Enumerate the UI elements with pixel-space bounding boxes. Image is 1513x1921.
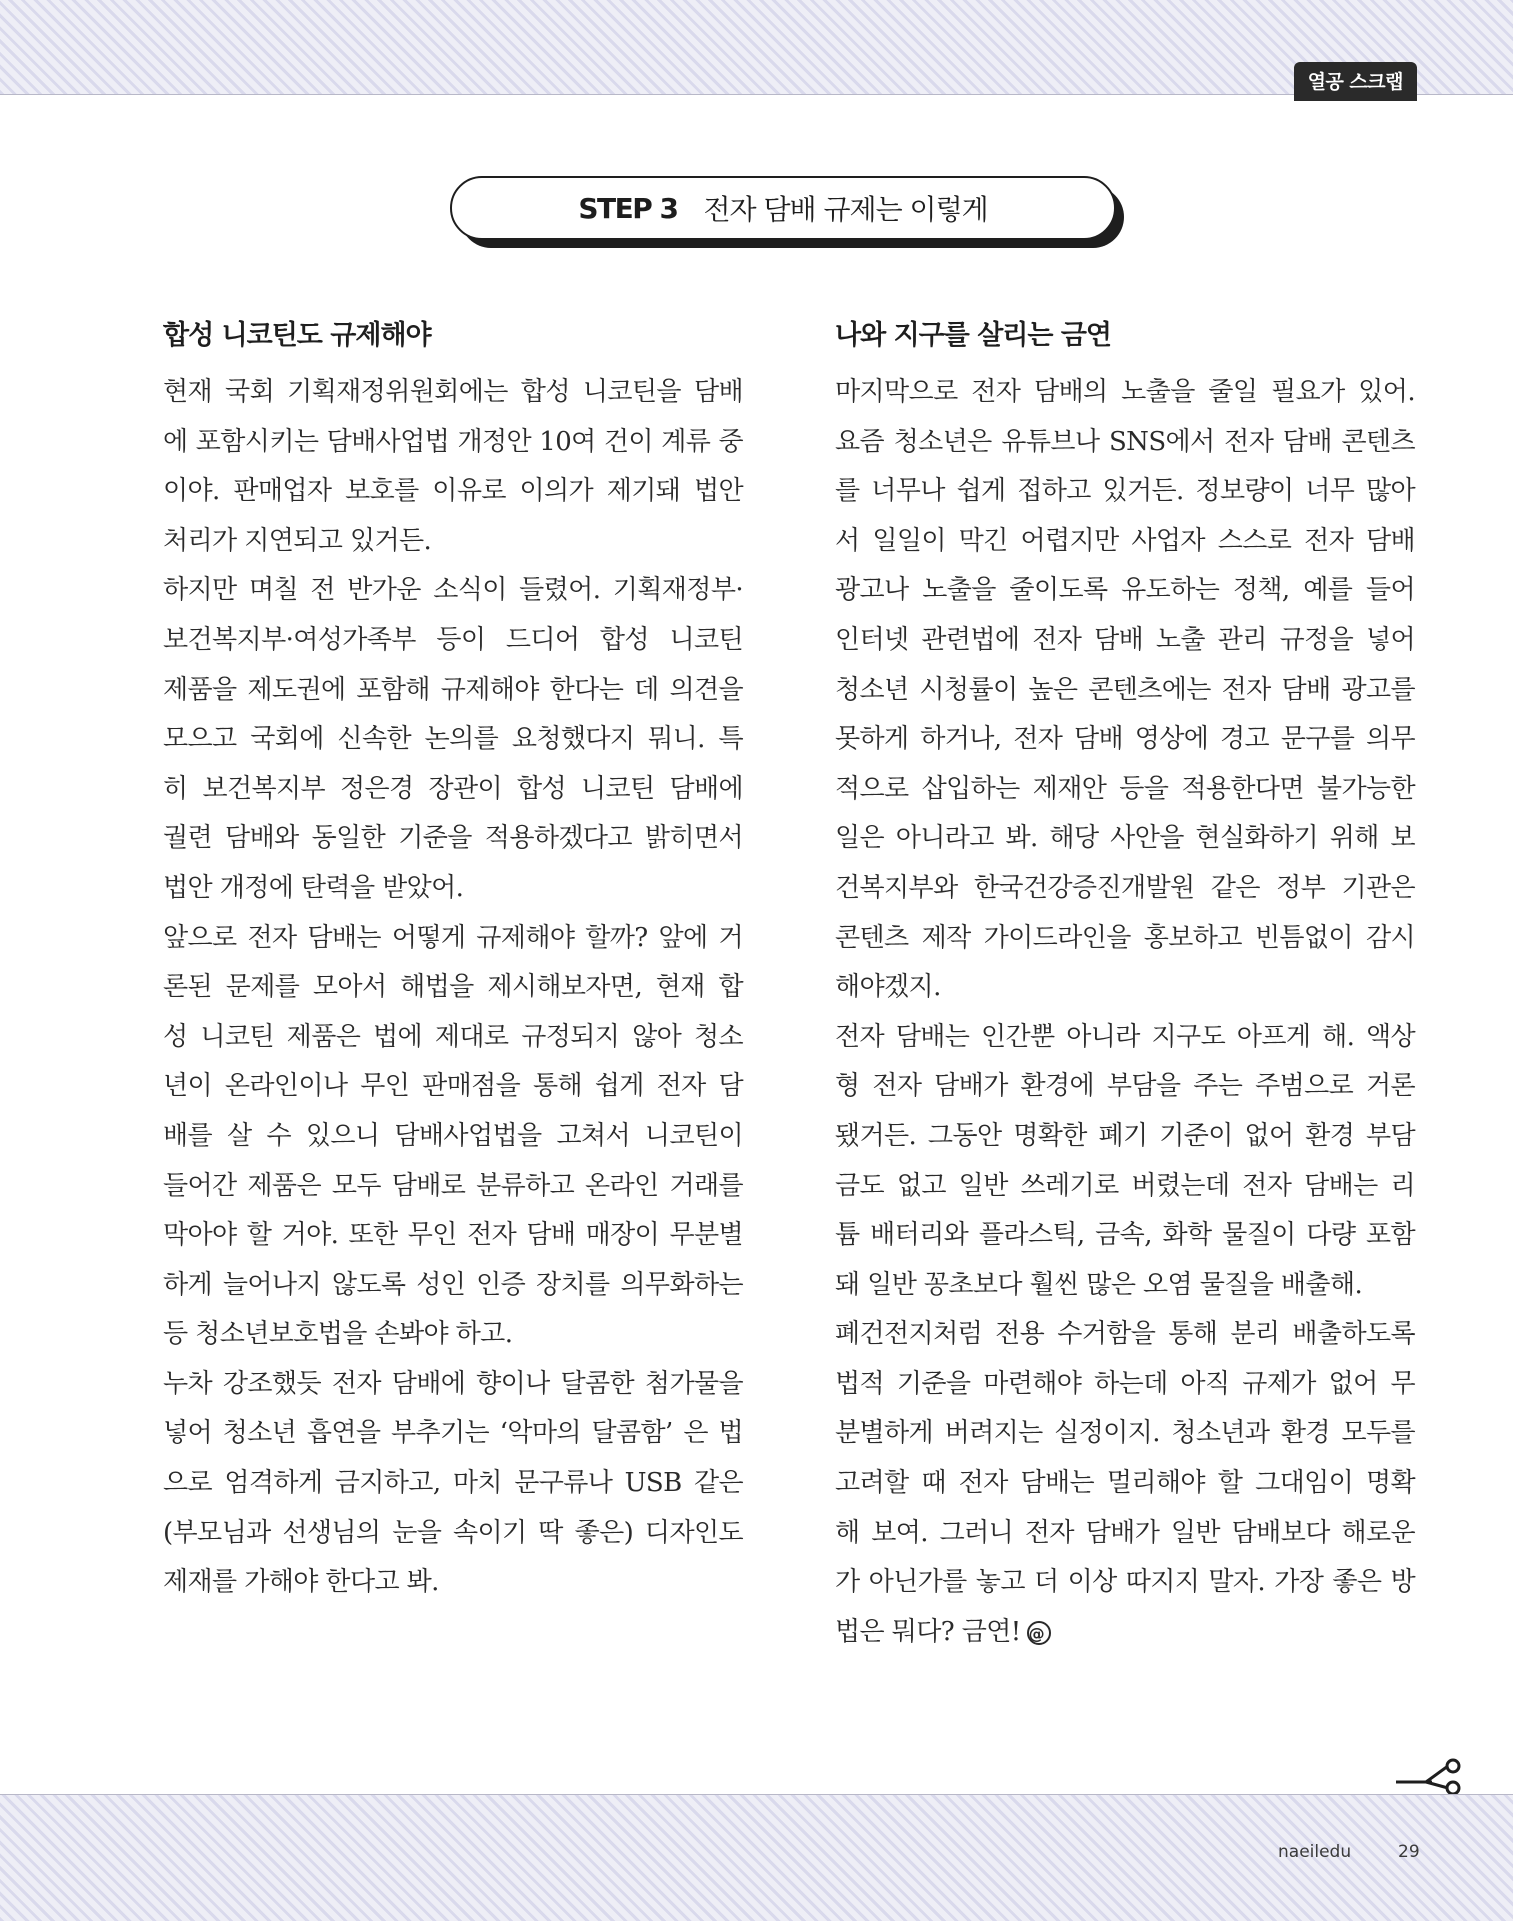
text-line: 튬 배터리와 플라스틱, 금속, 화학 물질이 다량 포함 <box>835 1220 1415 1251</box>
end-mark-icon: @ <box>1027 1621 1051 1645</box>
section-tag: 열공 스크랩 <box>1294 62 1417 101</box>
text-line: 됐거든. 그동안 명확한 폐기 기준이 없어 환경 부담 <box>835 1120 1415 1151</box>
text-line: 를 너무나 쉽게 접하고 있거든. 정보량이 너무 많아 <box>835 476 1415 507</box>
text-line: 적으로 삽입하는 제재안 등을 적용한다면 불가능한 <box>835 773 1415 804</box>
text-line: (부모님과 선생님의 눈을 속이기 딱 좋은) 디자인도 <box>163 1517 743 1548</box>
text-line: 돼 일반 꽁초보다 훨씬 많은 오염 물질을 배출해. <box>835 1269 1363 1300</box>
step-banner <box>450 176 1126 252</box>
text-line: 하게 늘어나지 않도록 성인 인증 장치를 의무화하는 <box>163 1269 743 1300</box>
right-column <box>835 314 1415 1657</box>
top-stripe-band <box>0 0 1513 95</box>
text-line: 성 니코틴 제품은 법에 제대로 규정되지 않아 청소 <box>163 1021 743 1052</box>
text-line: 론된 문제를 모아서 해법을 제시해보자면, 현재 합 <box>163 972 743 1003</box>
text-line: 앞으로 전자 담배는 어떻게 규제해야 할까? 앞에 거 <box>163 922 743 953</box>
text-line: 제품을 제도권에 포함해 규제해야 한다는 데 의견을 <box>163 674 743 705</box>
text-line: 등 청소년보호법을 손봐야 하고. <box>163 1319 513 1350</box>
text-line: 누차 강조했듯 전자 담배에 향이나 달콤한 첨가물을 <box>163 1368 743 1399</box>
text-line: 으로 엄격하게 금지하고, 마치 문구류나 USB 같은 <box>163 1468 743 1499</box>
text-line: 법은 뭐다? 금연! @ <box>835 1608 1415 1658</box>
text-line: 해야겠지. <box>835 972 941 1003</box>
text-line: 폐건전지처럼 전용 수거함을 통해 분리 배출하도록 <box>835 1319 1415 1350</box>
right-body <box>835 368 1415 1657</box>
text-line: 들어간 제품은 모두 담배로 분류하고 온라인 거래를 <box>163 1170 743 1201</box>
text-line: 궐련 담배와 동일한 기준을 적용하겠다고 밝히면서 <box>163 823 743 854</box>
text-line: 요즘 청소년은 유튜브나 SNS에서 전자 담배 콘텐츠 <box>835 426 1415 457</box>
text-line: 이야. 판매업자 보호를 이유로 이의가 제기돼 법안 <box>163 476 743 507</box>
text-line: 형 전자 담배가 환경에 부담을 주는 주범으로 거론 <box>835 1071 1415 1102</box>
text-line: 분별하게 버려지는 실정이지. 청소년과 환경 모두를 <box>835 1418 1415 1449</box>
text-line: 처리가 지연되고 있거든. <box>163 525 432 556</box>
text-line: 법안 개정에 탄력을 받았어. <box>163 872 464 903</box>
text-line: 인터넷 관련법에 전자 담배 노출 관리 규정을 넣어 <box>835 624 1415 655</box>
text-line: 고려할 때 전자 담배는 멀리해야 할 그대임이 명확 <box>835 1468 1415 1499</box>
text-line: 해 보여. 그러니 전자 담배가 일반 담배보다 해로운 <box>835 1517 1415 1548</box>
text-line: 막아야 할 거야. 또한 무인 전자 담배 매장이 무분별 <box>163 1220 743 1251</box>
text-line: 마지막으로 전자 담배의 노출을 줄일 필요가 있어. <box>835 377 1415 407</box>
text-line: 에 포함시키는 담배사업법 개정안 10여 건이 계류 중 <box>163 426 743 457</box>
left-heading: 합성 니코틴도 규제해야 <box>163 320 431 351</box>
text-line: 서 일일이 막긴 어렵지만 사업자 스스로 전자 담배 <box>835 525 1415 556</box>
text-line: 청소년 시청률이 높은 콘텐츠에는 전자 담배 광고를 <box>835 674 1415 705</box>
left-body <box>163 368 743 1608</box>
footer-site: naeiledu <box>1278 1842 1352 1862</box>
text-line: 제재를 가해야 한다고 봐. <box>163 1567 439 1598</box>
text-line: 보건복지부·여성가족부 등이 드디어 합성 니코틴 <box>163 624 743 655</box>
text-line: 일은 아니라고 봐. 해당 사안을 현실화하기 위해 보 <box>835 823 1415 854</box>
text-line: 금도 없고 일반 쓰레기로 버렸는데 전자 담배는 리 <box>835 1170 1415 1201</box>
text-line: 못하게 하거나, 전자 담배 영상에 경고 문구를 의무 <box>835 724 1415 755</box>
right-heading: 나와 지구를 살리는 금연 <box>835 320 1112 351</box>
text-line: 모으고 국회에 신속한 논의를 요청했다지 뭐니. 특 <box>163 724 743 755</box>
text-line: 법적 기준을 마련해야 하는데 아직 규제가 없어 무 <box>835 1368 1415 1399</box>
text-line: 현재 국회 기획재정위원회에는 합성 니코틴을 담배 <box>163 377 743 407</box>
text-line: 배를 살 수 있으니 담배사업법을 고쳐서 니코틴이 <box>163 1120 743 1151</box>
text-line: 전자 담배는 인간뿐 아니라 지구도 아프게 해. 액상 <box>835 1021 1415 1052</box>
text-line: 광고나 노출을 줄이도록 유도하는 정책, 예를 들어 <box>835 575 1415 606</box>
text-line: 히 보건복지부 정은경 장관이 합성 니코틴 담배에 <box>163 773 743 804</box>
text-line: 넣어 청소년 흡연을 부추기는 ‘악마의 달콤함’ 은 법 <box>163 1418 743 1449</box>
step-label: STEP 3 <box>578 191 678 225</box>
text-line: 건복지부와 한국건강증진개발원 같은 정부 기관은 <box>835 872 1415 903</box>
text-line: 콘텐츠 제작 가이드라인을 홍보하고 빈틈없이 감시 <box>835 922 1415 953</box>
step-banner-pill <box>450 176 1116 240</box>
left-column <box>163 314 743 1608</box>
step-title: 전자 담배 규제는 이렇게 <box>703 193 988 226</box>
page-number: 29 <box>1398 1842 1420 1862</box>
text-line: 가 아닌가를 놓고 더 이상 따지지 말자. 가장 좋은 방 <box>835 1567 1415 1598</box>
text-line: 하지만 며칠 전 반가운 소식이 들렸어. 기획재정부· <box>163 575 743 606</box>
text-line: 년이 온라인이나 무인 판매점을 통해 쉽게 전자 담 <box>163 1071 743 1102</box>
scissors-icon <box>1396 1756 1466 1796</box>
